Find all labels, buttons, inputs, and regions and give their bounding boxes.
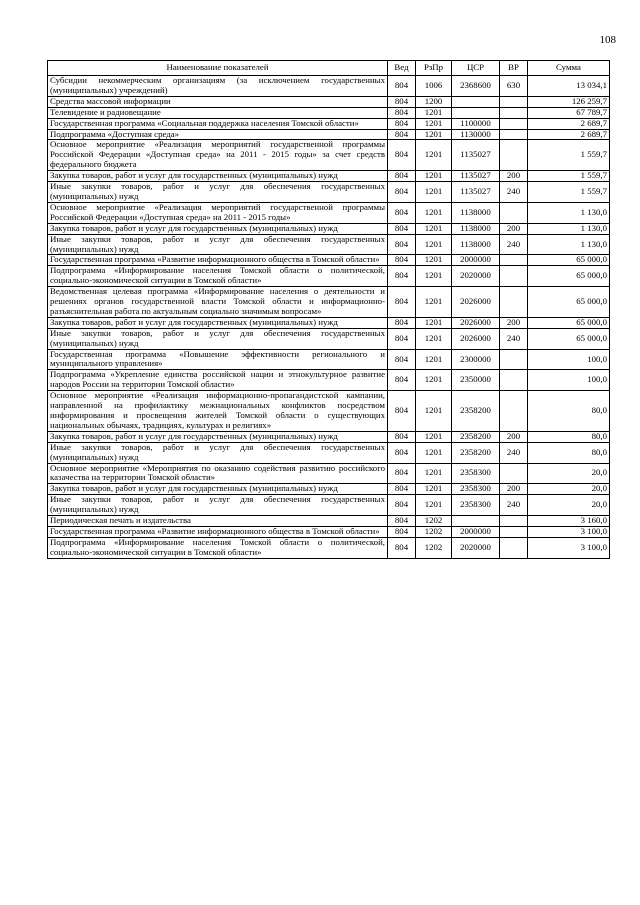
cell-csr: 1135027 bbox=[452, 171, 500, 182]
cell-vr: 240 bbox=[500, 328, 528, 349]
table-row bbox=[48, 107, 610, 118]
cell-csr: 2350000 bbox=[452, 370, 500, 391]
header-ved: Вед bbox=[388, 61, 416, 76]
cell-ved: 804 bbox=[388, 287, 416, 318]
cell-ved: 804 bbox=[388, 391, 416, 432]
table-row bbox=[48, 223, 610, 234]
cell-sum: 20,0 bbox=[528, 484, 610, 495]
cell-sum: 100,0 bbox=[528, 349, 610, 370]
cell-vr bbox=[500, 537, 528, 558]
table-row bbox=[48, 317, 610, 328]
cell-csr: 1100000 bbox=[452, 118, 500, 129]
cell-rzpr: 1201 bbox=[416, 171, 452, 182]
cell-csr: 2358200 bbox=[452, 431, 500, 442]
cell-name: Подпрограмма «Информирование населения Томской области о политической, социально-экономической ситуации в Томской области» bbox=[48, 266, 388, 287]
table-row bbox=[48, 484, 610, 495]
table-row bbox=[48, 202, 610, 223]
cell-name: Закупка товаров, работ и услуг для государственных (муниципальных) нужд bbox=[48, 431, 388, 442]
header-name: Наименование показателей bbox=[48, 61, 388, 76]
cell-sum: 2 689,7 bbox=[528, 129, 610, 140]
cell-vr bbox=[500, 96, 528, 107]
cell-ved: 804 bbox=[388, 537, 416, 558]
cell-vr bbox=[500, 202, 528, 223]
cell-rzpr: 1201 bbox=[416, 391, 452, 432]
cell-sum: 1 130,0 bbox=[528, 234, 610, 255]
cell-ved: 804 bbox=[388, 140, 416, 171]
table-row bbox=[48, 140, 610, 171]
cell-rzpr: 1201 bbox=[416, 442, 452, 463]
cell-vr: 200 bbox=[500, 484, 528, 495]
cell-sum: 13 034,1 bbox=[528, 76, 610, 97]
cell-name: Основное мероприятие «Реализация мероприятий государственной программы Российской Федерации «Доступная среда» на 2011 - 2015 годы» за счет средств федерального бюджета bbox=[48, 140, 388, 171]
cell-name: Государственная программа «Социальная поддержка населения Томской области» bbox=[48, 118, 388, 129]
cell-vr bbox=[500, 516, 528, 527]
cell-vr: 240 bbox=[500, 234, 528, 255]
cell-vr: 240 bbox=[500, 495, 528, 516]
cell-rzpr: 1201 bbox=[416, 255, 452, 266]
cell-ved: 804 bbox=[388, 182, 416, 203]
cell-name: Основное мероприятие «Реализация информационно-пропагандистской кампании, направленной на профилактику межнациональных конфликтов посредством информирования и просвещения жителей Томской области о существующих национальных обычаях, традициях, культурах и религиях» bbox=[48, 391, 388, 432]
table-row bbox=[48, 431, 610, 442]
cell-ved: 804 bbox=[388, 431, 416, 442]
cell-sum: 126 259,7 bbox=[528, 96, 610, 107]
cell-vr bbox=[500, 370, 528, 391]
cell-sum: 80,0 bbox=[528, 431, 610, 442]
cell-vr bbox=[500, 391, 528, 432]
cell-name: Подпрограмма «Доступная среда» bbox=[48, 129, 388, 140]
cell-vr bbox=[500, 349, 528, 370]
cell-rzpr: 1201 bbox=[416, 202, 452, 223]
table-row bbox=[48, 171, 610, 182]
cell-ved: 804 bbox=[388, 484, 416, 495]
cell-sum: 1 559,7 bbox=[528, 140, 610, 171]
cell-csr: 1138000 bbox=[452, 234, 500, 255]
table-row bbox=[48, 266, 610, 287]
header-csr: ЦСР bbox=[452, 61, 500, 76]
cell-vr: 630 bbox=[500, 76, 528, 97]
page-number: 108 bbox=[599, 34, 616, 46]
cell-sum: 65 000,0 bbox=[528, 328, 610, 349]
cell-name: Подпрограмма «Укрепление единства российской нации и этнокультурное развитие народов России на территории Томской области» bbox=[48, 370, 388, 391]
cell-rzpr: 1201 bbox=[416, 495, 452, 516]
cell-csr: 2026000 bbox=[452, 328, 500, 349]
cell-sum: 20,0 bbox=[528, 495, 610, 516]
cell-rzpr: 1202 bbox=[416, 516, 452, 527]
cell-csr: 1138000 bbox=[452, 202, 500, 223]
cell-sum: 65 000,0 bbox=[528, 266, 610, 287]
cell-ved: 804 bbox=[388, 317, 416, 328]
cell-vr bbox=[500, 107, 528, 118]
cell-vr: 240 bbox=[500, 182, 528, 203]
cell-ved: 804 bbox=[388, 266, 416, 287]
cell-rzpr: 1201 bbox=[416, 182, 452, 203]
cell-ved: 804 bbox=[388, 516, 416, 527]
table-row bbox=[48, 328, 610, 349]
cell-sum: 80,0 bbox=[528, 442, 610, 463]
table-row bbox=[48, 537, 610, 558]
cell-vr bbox=[500, 526, 528, 537]
cell-ved: 804 bbox=[388, 526, 416, 537]
cell-vr bbox=[500, 140, 528, 171]
cell-rzpr: 1202 bbox=[416, 537, 452, 558]
cell-sum: 65 000,0 bbox=[528, 317, 610, 328]
cell-csr bbox=[452, 107, 500, 118]
cell-name: Закупка товаров, работ и услуг для государственных (муниципальных) нужд bbox=[48, 223, 388, 234]
cell-vr: 200 bbox=[500, 431, 528, 442]
cell-vr bbox=[500, 118, 528, 129]
cell-sum: 1 130,0 bbox=[528, 223, 610, 234]
cell-ved: 804 bbox=[388, 76, 416, 97]
cell-rzpr: 1201 bbox=[416, 484, 452, 495]
budget-table bbox=[47, 60, 610, 559]
cell-ved: 804 bbox=[388, 349, 416, 370]
cell-sum: 100,0 bbox=[528, 370, 610, 391]
table-row bbox=[48, 349, 610, 370]
cell-csr: 2358300 bbox=[452, 463, 500, 484]
header-vr: ВР bbox=[500, 61, 528, 76]
cell-csr: 2000000 bbox=[452, 526, 500, 537]
cell-rzpr: 1201 bbox=[416, 328, 452, 349]
cell-ved: 804 bbox=[388, 255, 416, 266]
table-body bbox=[48, 76, 610, 559]
cell-rzpr: 1201 bbox=[416, 234, 452, 255]
table-row bbox=[48, 76, 610, 97]
cell-name: Ведомственная целевая программа «Информирование населения о деятельности и решениях органов государственной власти Томской области и информационно-разъяснительная работа по актуальным социально значимым вопросам» bbox=[48, 287, 388, 318]
cell-vr: 200 bbox=[500, 223, 528, 234]
cell-name: Подпрограмма «Информирование населения Томской области о политической, социально-экономической ситуации в Томской области» bbox=[48, 537, 388, 558]
cell-rzpr: 1200 bbox=[416, 96, 452, 107]
cell-csr: 2300000 bbox=[452, 349, 500, 370]
cell-csr bbox=[452, 96, 500, 107]
cell-vr bbox=[500, 287, 528, 318]
cell-csr: 2020000 bbox=[452, 266, 500, 287]
cell-name: Государственная программа «Развитие информационного общества в Томской области» bbox=[48, 526, 388, 537]
cell-rzpr: 1202 bbox=[416, 526, 452, 537]
table-row bbox=[48, 516, 610, 527]
cell-csr: 2020000 bbox=[452, 537, 500, 558]
cell-csr: 2000000 bbox=[452, 255, 500, 266]
cell-name: Закупка товаров, работ и услуг для государственных (муниципальных) нужд bbox=[48, 484, 388, 495]
cell-name: Иные закупки товаров, работ и услуг для обеспечения государственных (муниципальных) нужд bbox=[48, 328, 388, 349]
cell-name: Телевидение и радиовещание bbox=[48, 107, 388, 118]
cell-ved: 804 bbox=[388, 118, 416, 129]
cell-name: Средства массовой информации bbox=[48, 96, 388, 107]
table-row bbox=[48, 526, 610, 537]
cell-ved: 804 bbox=[388, 107, 416, 118]
table-row bbox=[48, 495, 610, 516]
cell-ved: 804 bbox=[388, 223, 416, 234]
cell-vr: 240 bbox=[500, 442, 528, 463]
cell-vr: 200 bbox=[500, 171, 528, 182]
cell-vr: 200 bbox=[500, 317, 528, 328]
cell-ved: 804 bbox=[388, 129, 416, 140]
header-sum: Сумма bbox=[528, 61, 610, 76]
cell-vr bbox=[500, 129, 528, 140]
table-row bbox=[48, 370, 610, 391]
cell-vr bbox=[500, 255, 528, 266]
cell-name: Иные закупки товаров, работ и услуг для обеспечения государственных (муниципальных) нужд bbox=[48, 495, 388, 516]
cell-rzpr: 1201 bbox=[416, 287, 452, 318]
cell-name: Иные закупки товаров, работ и услуг для обеспечения государственных (муниципальных) нужд bbox=[48, 234, 388, 255]
table-row bbox=[48, 287, 610, 318]
cell-vr bbox=[500, 266, 528, 287]
cell-csr: 1130000 bbox=[452, 129, 500, 140]
cell-sum: 1 130,0 bbox=[528, 202, 610, 223]
header-rzpr: РзПр bbox=[416, 61, 452, 76]
cell-sum: 20,0 bbox=[528, 463, 610, 484]
table-row bbox=[48, 442, 610, 463]
cell-sum: 65 000,0 bbox=[528, 255, 610, 266]
cell-ved: 804 bbox=[388, 495, 416, 516]
cell-ved: 804 bbox=[388, 463, 416, 484]
table-row bbox=[48, 391, 610, 432]
cell-ved: 804 bbox=[388, 96, 416, 107]
cell-sum: 3 100,0 bbox=[528, 526, 610, 537]
cell-name: Основное мероприятие «Мероприятия по оказанию содействия развитию российского казачества на территории Томской области» bbox=[48, 463, 388, 484]
cell-name: Иные закупки товаров, работ и услуг для обеспечения государственных (муниципальных) нужд bbox=[48, 182, 388, 203]
cell-rzpr: 1201 bbox=[416, 140, 452, 171]
cell-rzpr: 1201 bbox=[416, 349, 452, 370]
cell-ved: 804 bbox=[388, 328, 416, 349]
cell-sum: 1 559,7 bbox=[528, 182, 610, 203]
cell-rzpr: 1201 bbox=[416, 317, 452, 328]
table-header-row bbox=[48, 61, 610, 76]
cell-name: Закупка товаров, работ и услуг для государственных (муниципальных) нужд bbox=[48, 171, 388, 182]
cell-rzpr: 1201 bbox=[416, 223, 452, 234]
cell-csr: 1135027 bbox=[452, 140, 500, 171]
cell-sum: 80,0 bbox=[528, 391, 610, 432]
cell-name: Государственная программа «Повышение эффективности регионального и муниципального управления» bbox=[48, 349, 388, 370]
cell-csr: 1138000 bbox=[452, 223, 500, 234]
cell-csr: 2358300 bbox=[452, 495, 500, 516]
cell-name: Иные закупки товаров, работ и услуг для обеспечения государственных (муниципальных) нужд bbox=[48, 442, 388, 463]
cell-sum: 2 689,7 bbox=[528, 118, 610, 129]
cell-csr: 2358200 bbox=[452, 391, 500, 432]
cell-ved: 804 bbox=[388, 234, 416, 255]
cell-csr: 2026000 bbox=[452, 317, 500, 328]
cell-rzpr: 1006 bbox=[416, 76, 452, 97]
cell-name: Периодическая печать и издательства bbox=[48, 516, 388, 527]
table-row bbox=[48, 129, 610, 140]
cell-sum: 3 160,0 bbox=[528, 516, 610, 527]
table-row bbox=[48, 118, 610, 129]
table-row bbox=[48, 463, 610, 484]
cell-rzpr: 1201 bbox=[416, 431, 452, 442]
cell-vr bbox=[500, 463, 528, 484]
cell-sum: 3 100,0 bbox=[528, 537, 610, 558]
cell-rzpr: 1201 bbox=[416, 129, 452, 140]
cell-csr: 2358200 bbox=[452, 442, 500, 463]
table-row bbox=[48, 96, 610, 107]
cell-ved: 804 bbox=[388, 370, 416, 391]
cell-name: Государственная программа «Развитие информационного общества в Томской области» bbox=[48, 255, 388, 266]
cell-ved: 804 bbox=[388, 171, 416, 182]
cell-sum: 67 789,7 bbox=[528, 107, 610, 118]
table-row bbox=[48, 255, 610, 266]
cell-ved: 804 bbox=[388, 442, 416, 463]
cell-rzpr: 1201 bbox=[416, 463, 452, 484]
cell-rzpr: 1201 bbox=[416, 107, 452, 118]
cell-name: Закупка товаров, работ и услуг для государственных (муниципальных) нужд bbox=[48, 317, 388, 328]
cell-ved: 804 bbox=[388, 202, 416, 223]
cell-name: Субсидии некоммерческим организациям (за исключением государственных (муниципальных) учреждений) bbox=[48, 76, 388, 97]
cell-rzpr: 1201 bbox=[416, 118, 452, 129]
cell-csr: 2368600 bbox=[452, 76, 500, 97]
cell-name: Основное мероприятие «Реализация мероприятий государственной программы Российской Федерации «Доступная среда» на 2011 - 2015 годы» bbox=[48, 202, 388, 223]
cell-csr: 1135027 bbox=[452, 182, 500, 203]
cell-csr: 2358300 bbox=[452, 484, 500, 495]
cell-csr: 2026000 bbox=[452, 287, 500, 318]
cell-sum: 65 000,0 bbox=[528, 287, 610, 318]
table-row bbox=[48, 234, 610, 255]
cell-csr bbox=[452, 516, 500, 527]
cell-rzpr: 1201 bbox=[416, 266, 452, 287]
table-row bbox=[48, 182, 610, 203]
cell-rzpr: 1201 bbox=[416, 370, 452, 391]
cell-sum: 1 559,7 bbox=[528, 171, 610, 182]
